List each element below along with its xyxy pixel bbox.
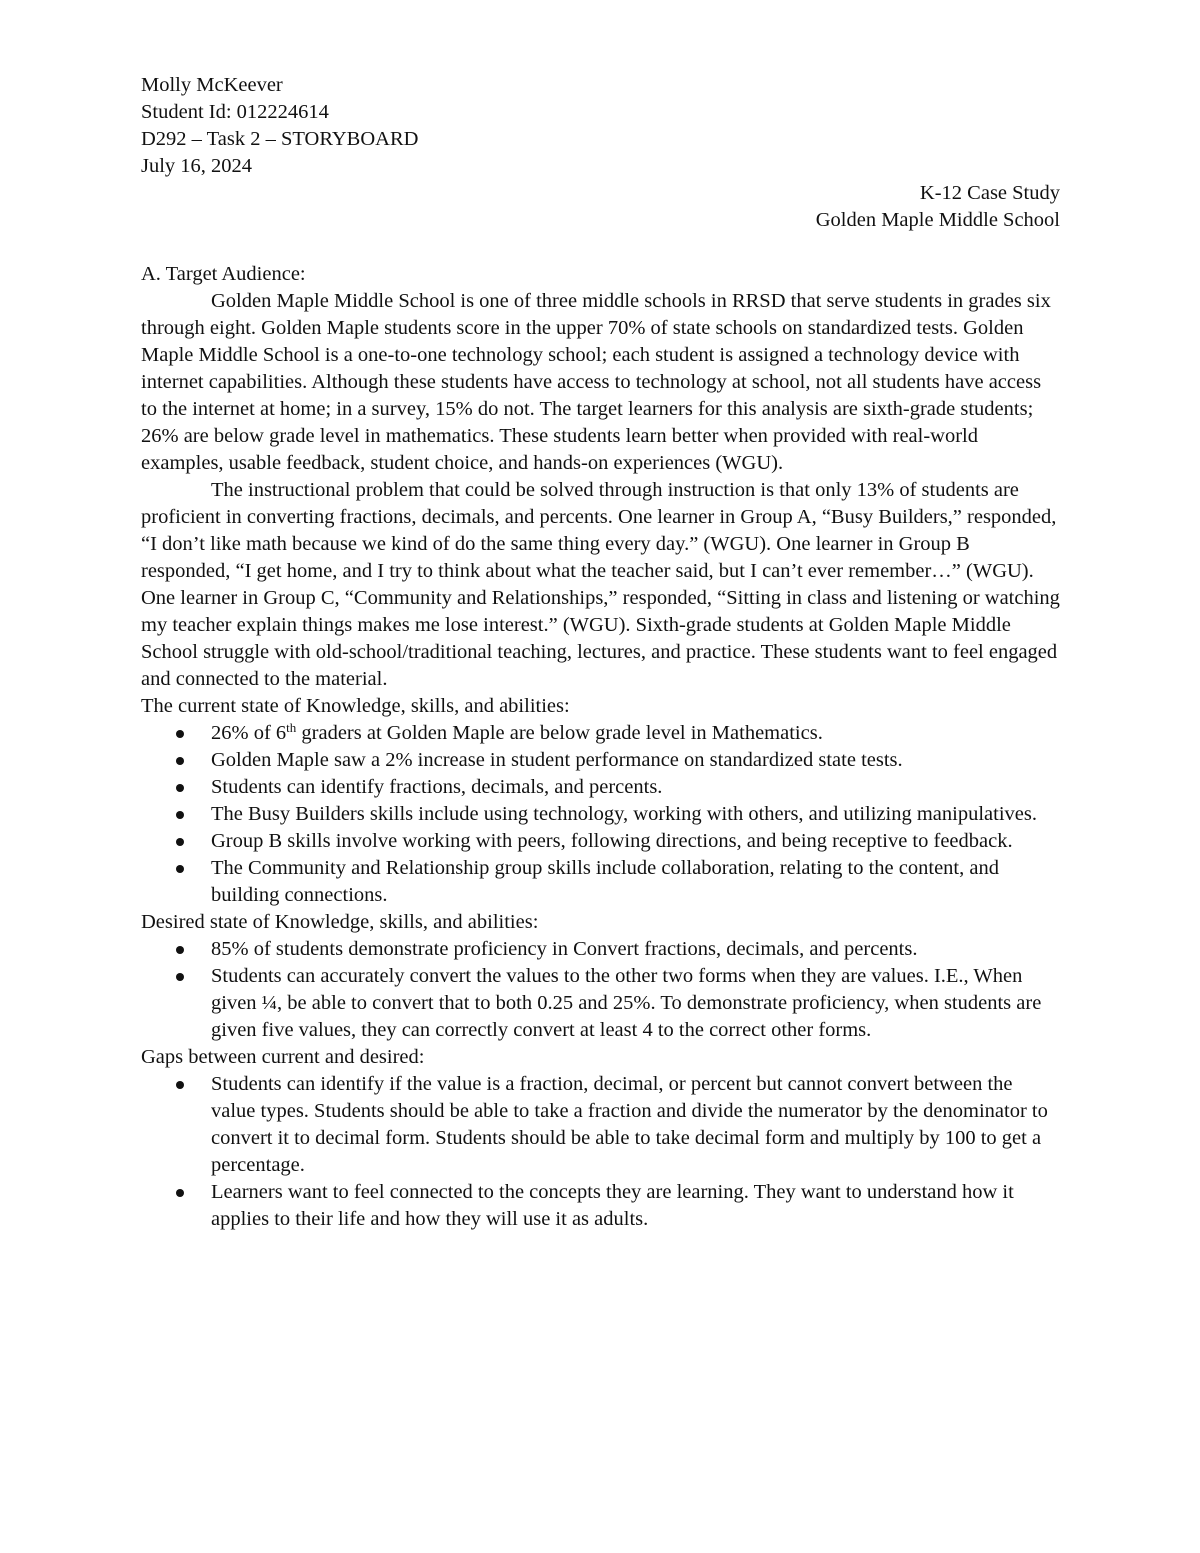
- list-item-text: The Community and Relationship group skills include collaboration, relating to the content, and building connections.: [211, 857, 999, 906]
- ordinal-suffix: th: [286, 720, 297, 735]
- bullet-icon: [176, 1081, 184, 1089]
- bullet-icon: [176, 811, 184, 819]
- student-id: Student Id: 012224614: [141, 101, 329, 123]
- list-item: [141, 936, 1060, 963]
- list-item-text: Golden Maple saw a 2% increase in student performance on standardized state tests.: [211, 749, 903, 771]
- current-state-heading: The current state of Knowledge, skills, and abilities:: [141, 695, 570, 717]
- list-item-text: graders at Golden Maple are below grade level in Mathematics.: [296, 722, 823, 744]
- school-name: Golden Maple Middle School: [815, 209, 1060, 231]
- list-item: [141, 1071, 1060, 1179]
- list-item: [141, 828, 1060, 855]
- list-item-text: Students can identify fractions, decimals, and percents.: [211, 776, 663, 798]
- list-item: [141, 1179, 1060, 1233]
- spacer: [141, 234, 1060, 261]
- bullet-icon: [176, 865, 184, 873]
- case-study-label: K-12 Case Study: [919, 182, 1060, 204]
- current-state-list: [141, 720, 1060, 909]
- list-item: [141, 747, 1060, 774]
- bullet-icon: [176, 973, 184, 981]
- target-audience-paragraph: Golden Maple Middle School is one of three middle schools in RRSD that serve students in grades six through eight. Golden Maple students score in the upper 70% of state schools on standardized tests. Golden Maple Middle School is a one-to-one technology school; each student is assigned a technology device with internet capabilities. Although these students have access to technology at school, not all students have access to the internet at home; in a survey, 15% do not. The target learners for this analysis are sixth-grade students; 26% are below grade level in mathematics. These students learn better when provided with real-world examples, usable feedback, student choice, and hands-on experiences (WGU).: [141, 290, 1051, 474]
- document-page: [141, 72, 1060, 1233]
- gaps-list: [141, 1071, 1060, 1233]
- list-item-text: Students can accurately convert the values to the other two forms when they are values. I.E., When given ¼, be able to convert that to both 0.25 and 25%. To demonstrate proficiency, when students are given five values, they can correctly convert at least 4 to the correct other forms.: [211, 965, 1042, 1041]
- gaps-heading: Gaps between current and desired:: [141, 1046, 425, 1068]
- course-title: D292 – Task 2 – STORYBOARD: [141, 128, 419, 150]
- list-item: [141, 720, 1060, 747]
- list-item-text: Learners want to feel connected to the concepts they are learning. They want to understand how it applies to their life and how they will use it as adults.: [211, 1181, 1014, 1230]
- list-item-text: 26% of 6: [211, 722, 287, 744]
- instructional-problem-paragraph: The instructional problem that could be solved through instruction is that only 13% of students are proficient in converting fractions, decimals, and percents. One learner in Group A, “Busy Builders,” responded, “I don’t like math because we kind of do the same thing every day.” (WGU). One learner in Group B responded, “I get home, and I try to think about what the teacher said, but I can’t ever remember…” (WGU). One learner in Group C, “Community and Relationships,” responded, “Sitting in class and listening or watching my teacher explain things makes me lose interest.” (WGU). Sixth-grade students at Golden Maple Middle School struggle with old-school/traditional teaching, lectures, and practice. These students want to feel engaged and connected to the material.: [141, 479, 1060, 690]
- bullet-icon: [176, 757, 184, 765]
- bullet-icon: [176, 946, 184, 954]
- bullet-icon: [176, 1189, 184, 1197]
- section-a-heading: A. Target Audience:: [141, 263, 306, 285]
- bullet-icon: [176, 730, 184, 738]
- list-item-text: Students can identify if the value is a fraction, decimal, or percent but cannot convert between the value types. Students should be able to take a fraction and divide the numerator by the denominator to convert it to decimal form. Students should be able to take decimal form and multiply by 100 to get a percentage.: [211, 1073, 1048, 1176]
- list-item: [141, 963, 1060, 1044]
- list-item-text: 85% of students demonstrate proficiency in Convert fractions, decimals, and percents.: [211, 938, 918, 960]
- desired-state-list: [141, 936, 1060, 1044]
- author-name: Molly McKeever: [141, 74, 283, 96]
- list-item: [141, 774, 1060, 801]
- document-date: July 16, 2024: [141, 155, 253, 177]
- list-item-text: Group B skills involve working with peers, following directions, and being receptive to feedback.: [211, 830, 1013, 852]
- list-item: [141, 855, 1060, 909]
- bullet-icon: [176, 838, 184, 846]
- list-item: [141, 801, 1060, 828]
- bullet-icon: [176, 784, 184, 792]
- list-item-text: The Busy Builders skills include using technology, working with others, and utilizing manipulatives.: [211, 803, 1037, 825]
- desired-state-heading: Desired state of Knowledge, skills, and abilities:: [141, 911, 539, 933]
